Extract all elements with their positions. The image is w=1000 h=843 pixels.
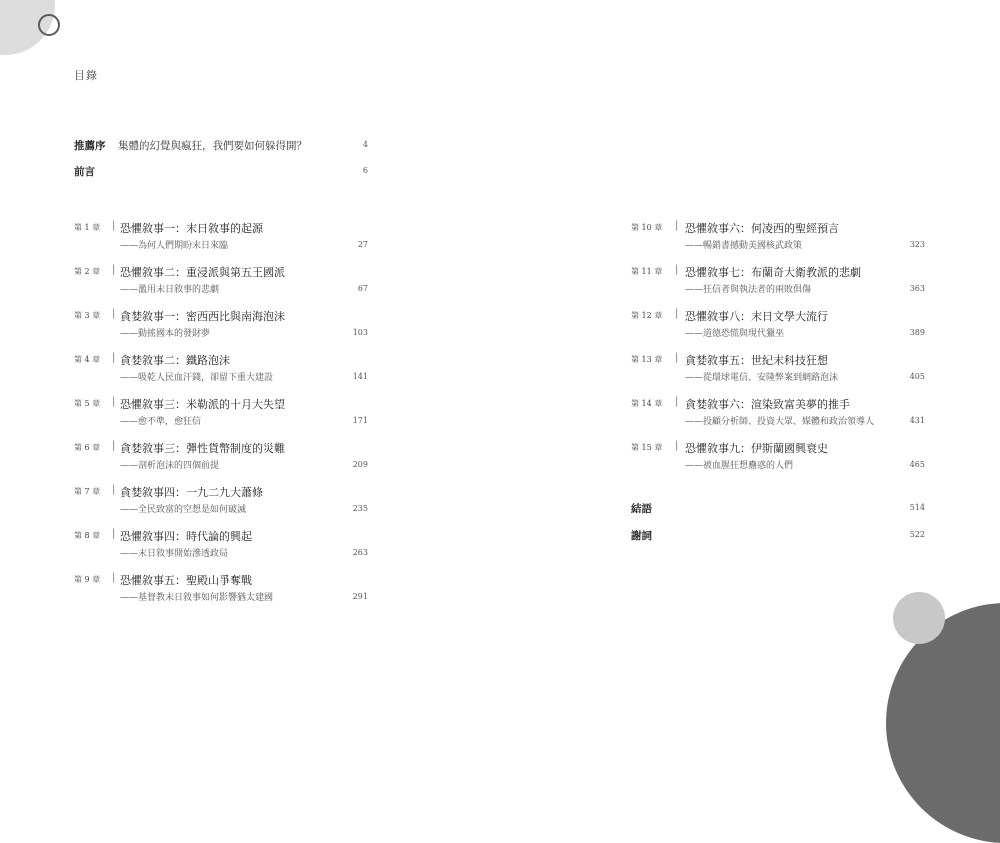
chapter-number: 第 11 章 bbox=[631, 267, 663, 276]
toc-chapter-12[interactable] bbox=[631, 308, 925, 344]
chapter-page: 431 bbox=[909, 416, 925, 425]
separator: | bbox=[112, 528, 116, 539]
toc-title: 目錄 bbox=[74, 69, 98, 82]
toc-entry-foreword[interactable] bbox=[74, 138, 368, 154]
entry-page: 514 bbox=[909, 503, 925, 512]
decor-ring-top-left bbox=[38, 14, 60, 36]
separator: | bbox=[112, 396, 116, 407]
chapter-page: 323 bbox=[909, 240, 925, 249]
separator: | bbox=[675, 264, 679, 275]
toc-chapter-10[interactable] bbox=[631, 220, 925, 256]
separator: | bbox=[112, 572, 116, 583]
chapter-title: 恐懼敘事四：時代論的興起 bbox=[120, 530, 252, 543]
chapter-title: 貪婪敘事五：世紀末科技狂想 bbox=[685, 354, 828, 367]
separator: | bbox=[675, 352, 679, 363]
toc-chapter-11[interactable] bbox=[631, 264, 925, 300]
toc-chapter-4[interactable] bbox=[74, 352, 368, 388]
separator: | bbox=[675, 308, 679, 319]
chapter-subtitle: ——狂信者與執法者的兩敗俱傷 bbox=[685, 285, 812, 295]
toc-chapter-6[interactable] bbox=[74, 440, 368, 476]
chapter-title: 恐懼敘事七：布蘭奇大衛教派的悲劇 bbox=[685, 266, 861, 279]
entry-page: 6 bbox=[362, 166, 368, 175]
chapter-title: 貪婪敘事三：彈性貨幣制度的災難 bbox=[120, 442, 285, 455]
chapter-subtitle: ——基督教末日敘事如何影響猶太建國 bbox=[120, 593, 274, 603]
decor-circle-bottom-right-small bbox=[893, 592, 945, 644]
toc-entry-preface[interactable] bbox=[74, 164, 368, 180]
toc-chapter-7[interactable] bbox=[74, 484, 368, 520]
chapter-number: 第 12 章 bbox=[631, 311, 663, 320]
chapter-subtitle: ——愈不準，愈狂信 bbox=[120, 417, 202, 427]
chapter-subtitle: ——暢銷書撼動美國核武政策 bbox=[685, 241, 803, 251]
separator: | bbox=[112, 352, 116, 363]
chapter-page: 27 bbox=[357, 240, 368, 249]
chapter-number: 第 6 章 bbox=[74, 443, 101, 452]
chapter-subtitle: ——剖析泡沫的四個前提 bbox=[120, 461, 220, 471]
toc-chapter-3[interactable] bbox=[74, 308, 368, 344]
entry-page: 4 bbox=[362, 140, 368, 149]
chapter-subtitle: ——從環球電信、安隆弊案到網路泡沫 bbox=[685, 373, 839, 383]
toc-entry-acknowledgments[interactable] bbox=[631, 528, 925, 544]
chapter-page: 465 bbox=[909, 460, 925, 469]
chapter-title: 貪婪敘事二：鐵路泡沫 bbox=[120, 354, 230, 367]
chapter-page: 363 bbox=[909, 284, 925, 293]
toc-chapter-13[interactable] bbox=[631, 352, 925, 388]
entry-label: 前言 bbox=[74, 166, 95, 178]
chapter-number: 第 14 章 bbox=[631, 399, 663, 408]
chapter-number: 第 13 章 bbox=[631, 355, 663, 364]
chapter-subtitle: ——被血腥狂想蠱惑的人們 bbox=[685, 461, 794, 471]
chapter-subtitle: ——投顧分析師、投資大眾、媒體和政治領導人 bbox=[685, 417, 875, 427]
chapter-subtitle: ——末日敘事開始滲透政局 bbox=[120, 549, 229, 559]
chapter-title: 恐懼敘事一：末日敘事的起源 bbox=[120, 222, 263, 235]
separator: | bbox=[112, 440, 116, 451]
chapter-number: 第 10 章 bbox=[631, 223, 663, 232]
chapter-page: 235 bbox=[352, 504, 368, 513]
chapter-number: 第 1 章 bbox=[74, 223, 101, 232]
separator: | bbox=[112, 220, 116, 231]
toc-chapter-15[interactable] bbox=[631, 440, 925, 476]
entry-label: 結語 bbox=[631, 503, 652, 515]
chapter-subtitle: ——吸乾人民血汗錢，卻留下重大建設 bbox=[120, 373, 274, 383]
chapter-page: 389 bbox=[909, 328, 925, 337]
chapter-number: 第 15 章 bbox=[631, 443, 663, 452]
toc-chapter-8[interactable] bbox=[74, 528, 368, 564]
chapter-number: 第 9 章 bbox=[74, 575, 101, 584]
chapter-title: 貪婪敘事六：渲染致富美夢的推手 bbox=[685, 398, 850, 411]
chapter-number: 第 5 章 bbox=[74, 399, 101, 408]
separator: | bbox=[675, 396, 679, 407]
toc-chapter-5[interactable] bbox=[74, 396, 368, 432]
entry-label: 推薦序 bbox=[74, 140, 106, 152]
chapter-subtitle: ——全民致富的空想是如何破滅 bbox=[120, 505, 247, 515]
chapter-subtitle: ——道德恐慌與現代獵巫 bbox=[685, 329, 785, 339]
chapter-number: 第 7 章 bbox=[74, 487, 101, 496]
chapter-number: 第 4 章 bbox=[74, 355, 101, 364]
entry-page: 522 bbox=[909, 530, 925, 539]
chapter-title: 恐懼敘事三：米勒派的十月大失望 bbox=[120, 398, 285, 411]
toc-chapter-1[interactable] bbox=[74, 220, 368, 256]
toc-chapter-9[interactable] bbox=[74, 572, 368, 608]
chapter-title: 貪婪敘事四：一九二九大蕭條 bbox=[120, 486, 263, 499]
chapter-title: 恐懼敘事二：重浸派與第五王國派 bbox=[120, 266, 285, 279]
chapter-page: 67 bbox=[357, 284, 368, 293]
toc-entry-conclusion[interactable] bbox=[631, 501, 925, 517]
chapter-title: 貪婪敘事一：密西西比與南海泡沫 bbox=[120, 310, 285, 323]
toc-chapter-2[interactable] bbox=[74, 264, 368, 300]
chapter-subtitle: ——濫用末日敘事的悲劇 bbox=[120, 285, 220, 295]
chapter-subtitle: ——為何人們期盼末日來臨 bbox=[120, 241, 229, 251]
separator: | bbox=[675, 220, 679, 231]
chapter-title: 恐懼敘事九：伊斯蘭國興衰史 bbox=[685, 442, 828, 455]
toc-chapter-14[interactable] bbox=[631, 396, 925, 432]
chapter-number: 第 8 章 bbox=[74, 531, 101, 540]
chapter-page: 103 bbox=[352, 328, 368, 337]
chapter-page: 209 bbox=[352, 460, 368, 469]
separator: | bbox=[112, 264, 116, 275]
chapter-number: 第 2 章 bbox=[74, 267, 101, 276]
chapter-page: 141 bbox=[352, 372, 368, 381]
separator: | bbox=[675, 440, 679, 451]
separator: | bbox=[112, 484, 116, 495]
chapter-subtitle: ——動搖國本的發財夢 bbox=[120, 329, 211, 339]
separator: | bbox=[112, 308, 116, 319]
chapter-page: 171 bbox=[352, 416, 368, 425]
chapter-page: 263 bbox=[352, 548, 368, 557]
chapter-title: 恐懼敘事五：聖殿山爭奪戰 bbox=[120, 574, 252, 587]
entry-title: 集體的幻覺與瘋狂，我們要如何躲得開？ bbox=[118, 140, 307, 152]
chapter-title: 恐懼敘事六：何凌西的聖經預言 bbox=[685, 222, 839, 235]
chapter-title: 恐懼敘事八：末日文學大流行 bbox=[685, 310, 828, 323]
chapter-page: 405 bbox=[909, 372, 925, 381]
chapter-number: 第 3 章 bbox=[74, 311, 101, 320]
chapter-page: 291 bbox=[352, 592, 368, 601]
entry-label: 謝詞 bbox=[631, 530, 652, 542]
